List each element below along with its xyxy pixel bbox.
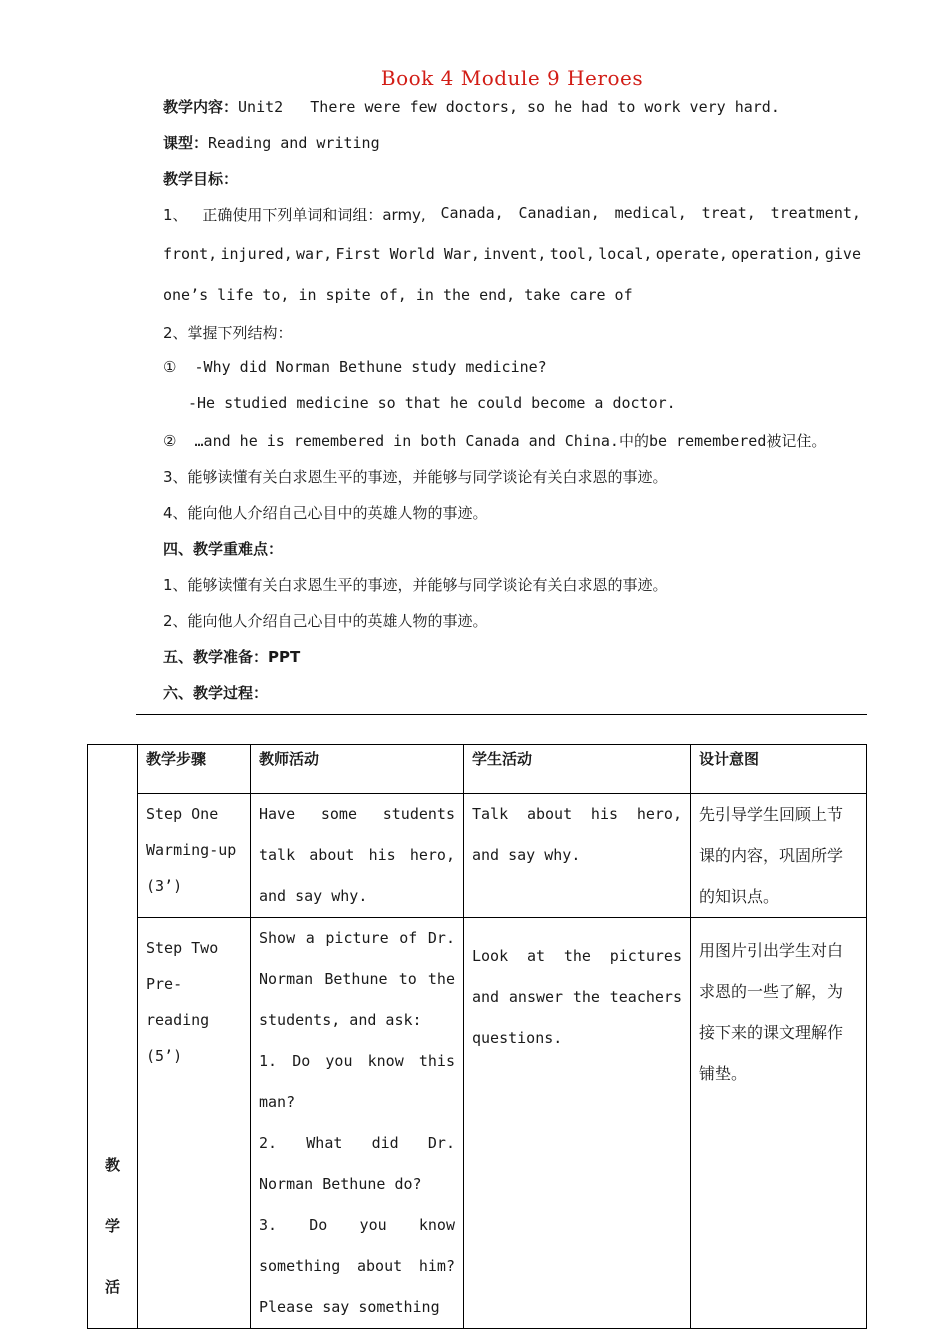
process-label: 六、教学过程：	[163, 684, 269, 702]
goals-label: 教学目标：	[163, 170, 239, 188]
goal-1-word: operate,	[655, 245, 728, 263]
goal-1-word: Canada,	[440, 204, 504, 222]
type-value: Reading and writing	[208, 134, 380, 152]
step-name: Step One	[146, 805, 219, 823]
goal-1-word: front,	[163, 245, 218, 263]
header-teacher: 教师活动	[251, 745, 464, 794]
design-intent: 先引导学生回顾上节课的内容，巩固所学的知识点。	[699, 805, 844, 906]
goal-2-structure: ② …and he is remembered in both Canada and China.中的be remembered被记住。	[163, 432, 827, 450]
goal-1-word: Canadian,	[518, 204, 600, 222]
side-char: 活	[104, 1278, 120, 1296]
design-intent: 用图片引出学生对白求恩的一些了解，为接下来的课文理解作铺垫。	[699, 941, 844, 1083]
student-cell	[464, 794, 691, 918]
goal-1-word: First World War,	[335, 245, 480, 263]
teacher-cell	[251, 918, 464, 1329]
step-phase: Pre-	[146, 975, 183, 993]
prep-label: 五、教学准备：PPT	[163, 648, 301, 666]
teacher-question: 2. What did Dr. Norman Bethune do?	[259, 1134, 455, 1193]
teacher-question: 3. Do you know something about him? Please say something	[259, 1216, 455, 1316]
content-label: 教学内容：	[163, 98, 239, 116]
goal-1-word: tool,	[549, 245, 595, 263]
goal-1-word: war,	[296, 245, 333, 263]
goal-3: 3、能够读懂有关白求恩生平的事迹，并能够与同学谈论有关白求恩的事迹。	[163, 468, 668, 486]
goal-2-answer: -He studied medicine so that he could become a doctor.	[188, 394, 676, 412]
student-activity: Talk about his hero, and say why.	[472, 805, 682, 864]
goal-4: 4、能向他人介绍自己心目中的英雄人物的事迹。	[163, 504, 488, 522]
intent-cell	[691, 918, 867, 1329]
header-intent: 设计意图	[691, 745, 867, 794]
goal-1-word: give	[824, 245, 861, 263]
step-time: (5’)	[146, 1047, 183, 1065]
intent-cell	[691, 794, 867, 918]
type-label: 课型：	[163, 134, 209, 152]
goal-1-word: medical,	[614, 204, 687, 222]
header-student: 学生活动	[464, 745, 691, 794]
side-char: 学	[104, 1217, 120, 1235]
goal-2-question: ① -Why did Norman Bethune study medicine?	[163, 358, 547, 376]
goal-1-line-3: one’s life to, in spite of, in the end, take care of	[163, 286, 633, 304]
step-phase: Warming-up	[146, 841, 237, 859]
goal-1-word: 1、	[163, 206, 188, 224]
step-cell	[138, 918, 251, 1329]
goal-1-line-1	[163, 204, 861, 225]
teacher-activity: Show a picture of Dr. Norman Bethune to the students, and ask:	[259, 929, 455, 1029]
goal-1-word: invent,	[483, 245, 547, 263]
content-line	[163, 96, 780, 117]
header-step: 教学步骤	[138, 745, 251, 794]
goal-1-word: operation,	[731, 245, 822, 263]
goal-1-line-2	[163, 245, 861, 263]
table-row	[88, 794, 867, 918]
teacher-cell	[251, 794, 464, 918]
student-cell	[464, 918, 691, 1329]
goal-1-word: treatment,	[770, 204, 861, 222]
student-activity: Look at the pictures and answer the teachers questions.	[472, 947, 682, 1047]
table-row	[88, 918, 867, 1329]
content-value: Unit2 There were few doctors, so he had to work very hard.	[238, 98, 780, 116]
goal-1-word: injured,	[220, 245, 293, 263]
lesson-plan-table	[87, 744, 867, 1329]
focus-1: 1、能够读懂有关白求恩生平的事迹，并能够与同学谈论有关白求恩的事迹。	[163, 576, 668, 594]
step-name: Step Two	[146, 939, 219, 957]
goal-1-word: treat,	[701, 204, 756, 222]
table-header-row	[88, 745, 867, 794]
divider	[136, 714, 867, 715]
goal-2: 2、掌握下列结构：	[163, 324, 293, 342]
side-char: 教	[104, 1156, 120, 1174]
page-title: Book 4 Module 9 Heroes	[380, 66, 644, 90]
side-label	[88, 745, 138, 1329]
focus-label: 四、教学重难点：	[163, 540, 284, 558]
focus-2: 2、能向他人介绍自己心目中的英雄人物的事迹。	[163, 612, 488, 630]
step-cell	[138, 794, 251, 918]
teacher-question: 1. Do you know this man?	[259, 1052, 455, 1111]
step-phase: reading	[146, 1011, 210, 1029]
goal-1-word: local,	[598, 245, 653, 263]
goal-1-word: 正确使用下列单词和词组：army,	[202, 206, 426, 224]
teacher-activity: Have some students talk about his hero, and say why.	[259, 805, 455, 905]
step-time: (3’)	[146, 877, 183, 895]
type-line	[163, 132, 380, 153]
